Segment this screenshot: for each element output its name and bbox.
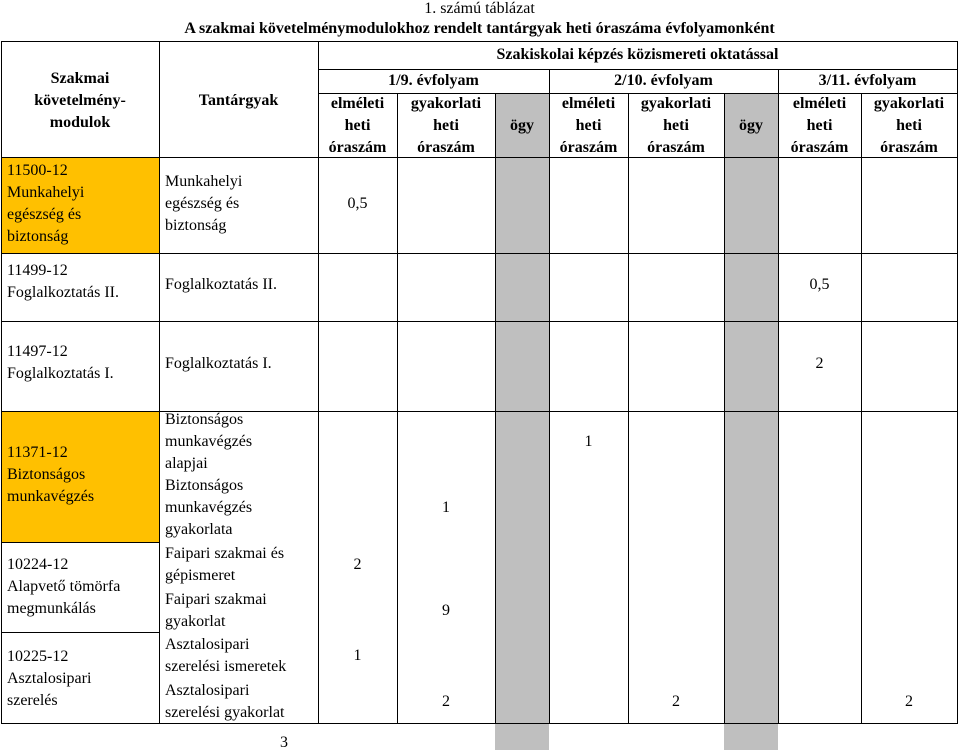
- value-bizt-gyakorlata-y1-practice: 1: [442, 499, 450, 516]
- subject-faipari-gepismeret-l1: Faipari szakmai és: [165, 545, 285, 562]
- module-name-11497: Foglalkoztatás I.: [7, 365, 114, 382]
- table-number: 1. számú táblázat: [424, 0, 535, 17]
- subject-aszt-gyakorlat-l2: szerelési gyakorlat: [165, 704, 285, 721]
- col-ogy-2: ögy: [739, 117, 763, 134]
- col-practice-y2-l3: óraszám: [647, 139, 705, 156]
- subject-faipari-gepismeret-l2: gépismeret: [165, 567, 236, 584]
- value-aszt-gyakorlat-y1-practice: 2: [442, 693, 450, 710]
- value-foglalkoztatas1-y3-theory: 2: [815, 355, 824, 372]
- subject-aszt-gyakorlat-l1: Asztalosipari: [165, 682, 250, 699]
- subject-aszt-ismeretek-l2: szerelési ismeretek: [165, 658, 287, 675]
- col-theory-y2-l3: óraszám: [559, 139, 618, 156]
- col-practice-y3-l3: óraszám: [880, 139, 938, 156]
- subject-faipari-gyakorlat-l1: Faipari szakmai: [165, 591, 267, 608]
- header-year-2: 2/10. évfolyam: [614, 72, 713, 89]
- module-name-11500-l3: biztonság: [7, 228, 69, 245]
- subject-faipari-gyakorlat-l2: gyakorlat: [165, 613, 226, 630]
- col-practice-y1-l1: gyakorlati: [410, 95, 482, 112]
- module-name-10225-l2: szerelés: [7, 692, 58, 709]
- col-theory-y3-l1: elméleti: [792, 95, 847, 112]
- col-practice-y1-l2: heti: [433, 117, 459, 134]
- module-code-10225: 10225-12: [7, 648, 69, 665]
- ogy-column-2: [724, 93, 778, 750]
- col-theory-y2-l2: heti: [575, 117, 602, 134]
- module-code-11497: 11497-12: [7, 343, 68, 360]
- col-theory-y1-l3: óraszám: [328, 139, 387, 156]
- col-theory-y3-l2: heti: [806, 117, 833, 134]
- subject-munkahelyi-l2: egészség és: [165, 195, 240, 212]
- subject-bizt-gyakorlata-l2: munkavégzés: [165, 499, 253, 516]
- col-theory-y1-l1: elméleti: [330, 95, 385, 112]
- col-theory-y2-l1: elméleti: [561, 95, 616, 112]
- subject-bizt-alapjai-l2: munkavégzés: [165, 433, 253, 450]
- value-aszt-ismeretek-y1-theory: 1: [353, 647, 362, 664]
- header-modules-line2: követelmény-: [34, 92, 126, 109]
- col-theory-y3-l3: óraszám: [790, 139, 849, 156]
- subject-bizt-alapjai-l3: alapjai: [165, 455, 208, 472]
- subject-bizt-gyakorlata-l1: Biztonságos: [165, 477, 244, 494]
- module-name-11371-l2: munkavégzés: [7, 488, 95, 505]
- col-practice-y3-l1: gyakorlati: [873, 95, 945, 112]
- col-practice-y1-l3: óraszám: [417, 139, 475, 156]
- subject-munkahelyi-l1: Munkahelyi: [165, 173, 243, 190]
- header-training: Szakiskolai képzés közismereti oktatással: [496, 46, 779, 63]
- module-code-11371: 11371-12: [7, 444, 68, 461]
- table-title: A szakmai követelménymodulokhoz rendelt tantárgyak heti óraszáma évfolyamonként: [184, 20, 775, 37]
- value-munkahelyi-y1-theory: 0,5: [347, 195, 368, 212]
- header-subjects: Tantárgyak: [198, 92, 279, 109]
- subject-foglalkoztatas-1: Foglalkoztatás I.: [165, 355, 272, 372]
- value-bizt-alapjai-y2-theory: 1: [584, 433, 593, 450]
- module-name-11499: Foglalkoztatás II.: [7, 284, 119, 301]
- value-aszt-gyakorlat-y2-practice: 2: [672, 693, 680, 710]
- value-faipari-gyakorlat-y1-practice: 9: [442, 602, 450, 619]
- ogy-column-1: [495, 93, 549, 750]
- module-code-11500: 11500-12: [7, 162, 68, 179]
- module-name-10224-l1: Alapvető tömörfa: [7, 578, 121, 595]
- col-practice-y2-l1: gyakorlati: [640, 95, 712, 112]
- header-modules-line3: modulok: [49, 114, 111, 131]
- header-year-1: 1/9. évfolyam: [388, 72, 479, 89]
- module-code-10224: 10224-12: [7, 556, 69, 573]
- subject-munkahelyi-l3: biztonság: [165, 217, 227, 234]
- subject-bizt-gyakorlata-l3: gyakorlata: [165, 521, 233, 538]
- col-practice-y3-l2: heti: [896, 117, 922, 134]
- header-modules-line1: Szakmai: [50, 70, 110, 87]
- module-name-11371-l1: Biztonságos: [7, 466, 86, 483]
- header-year-3: 3/11. évfolyam: [818, 72, 917, 89]
- subject-aszt-ismeretek-l1: Asztalosipari: [165, 636, 250, 653]
- subject-foglalkoztatas-2: Foglalkoztatás II.: [165, 276, 277, 293]
- col-practice-y2-l2: heti: [663, 117, 689, 134]
- value-faipari-gepismeret-y1-theory: 2: [353, 556, 362, 573]
- module-code-11499: 11499-12: [7, 262, 68, 279]
- module-name-10224-l2: megmunkálás: [7, 600, 96, 617]
- module-name-10225-l1: Asztalosipari: [7, 670, 92, 687]
- col-ogy-1: ögy: [510, 117, 534, 134]
- col-theory-y1-l2: heti: [344, 117, 371, 134]
- page-number: 3: [280, 734, 288, 751]
- module-name-11500-l1: Munkahelyi: [7, 184, 85, 201]
- subject-bizt-alapjai-l1: Biztonságos: [165, 411, 244, 428]
- value-aszt-gyakorlat-y3-practice: 2: [905, 693, 913, 710]
- module-name-11500-l2: egészség és: [7, 206, 82, 223]
- value-foglalkoztatas2-y3-theory: 0,5: [809, 276, 830, 293]
